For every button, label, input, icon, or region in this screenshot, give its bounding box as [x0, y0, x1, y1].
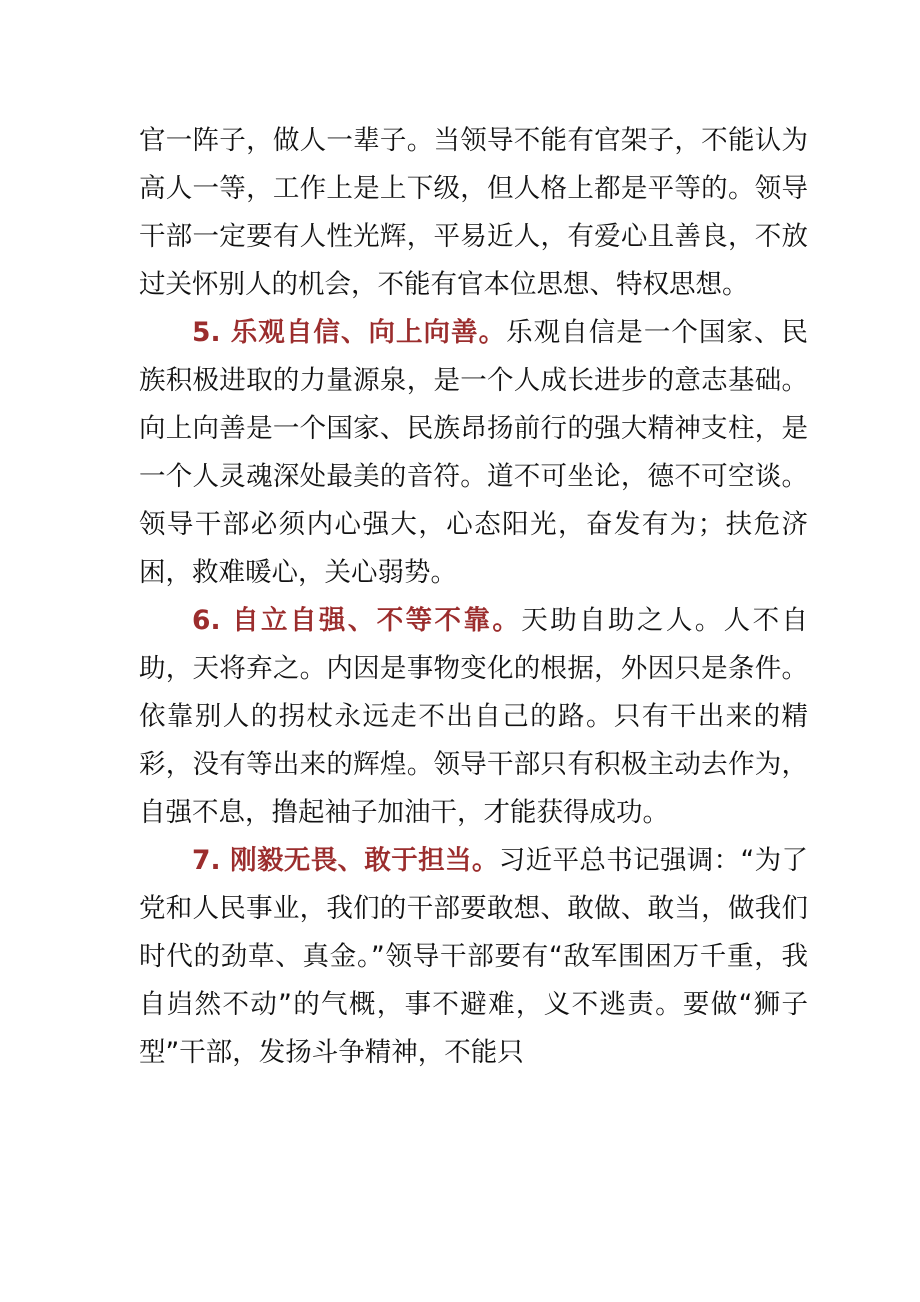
paragraph-text: 乐观自信是一个国家、民族积极进取的力量源泉，是一个人成长进步的意志基础。向上向善是一个国家、民族昂扬前行的强大精神支柱，是一个人灵魂深处最美的音符。道不可坐论，德不可空谈。领导干部必须内心强大，心态阳光，奋发有为；扶危济困，救难暖心，关心弱势。: [139, 317, 809, 588]
paragraph-item-6: [139, 597, 808, 837]
paragraph-continuation: [139, 117, 808, 309]
paragraph-heading: 7. 刚毅无畏、敢于担当。: [192, 845, 499, 876]
paragraph-item-5: [139, 309, 808, 597]
paragraph-heading: 6. 自立自强、不等不靠。: [192, 605, 522, 636]
paragraph-text: 官一阵子，做人一辈子。当领导不能有官架子，不能认为高人一等，工作上是上下级，但人格上都是平等的。领导干部一定要有人性光辉，平易近人，有爱心且善良，不放过关怀别人的机会，不能有官本位思想、特权思想。: [139, 125, 808, 300]
paragraph-text: 天助自助之人。人不自助，天将弃之。内因是事物变化的根据，外因只是条件。依靠别人的拐杖永远走不出自己的路。只有干出来的精彩，没有等出来的辉煌。领导干部只有积极主动去作为，自强不息，撸起袖子加油干，才能获得成功。: [139, 605, 809, 828]
paragraph-heading: 5. 乐观自信、向上向善。: [192, 317, 507, 348]
paragraph-item-7: [139, 837, 808, 1077]
paragraph-text: 习近平总书记强调：“为了党和人民事业，我们的干部要敢想、敢做、敢当，做我们时代的劲草、真金。”领导干部要有“敌军围困万千重，我自岿然不动”的气概，事不避难，义不逃责。要做“狮子型”干部，发扬斗争精神，不能只: [139, 845, 808, 1068]
